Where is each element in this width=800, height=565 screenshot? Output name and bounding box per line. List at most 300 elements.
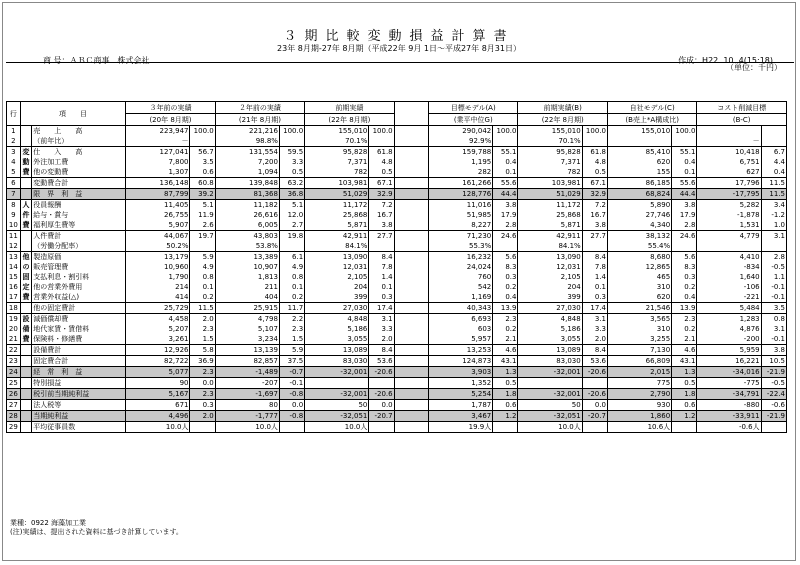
ratio-cell: 100.0 (190, 126, 215, 137)
row-number: 23 (7, 356, 21, 367)
amount-cell: 124,873 (429, 356, 493, 367)
ratio-cell: 8.4 (582, 252, 607, 263)
amount-cell: 542 (429, 282, 493, 292)
amount-cell: 10.0人 (518, 422, 582, 433)
amount-cell: 82,857 (215, 356, 279, 367)
category-label: 定 (20, 282, 31, 292)
ratio-cell: 32.9 (582, 189, 607, 200)
ratio-cell: 0.0 (190, 378, 215, 389)
amount-cell: 10,960 (126, 262, 190, 272)
ratio-cell: 1.5 (190, 334, 215, 345)
spacer-cell (394, 356, 428, 367)
amount-cell: -34,016 (697, 367, 761, 378)
spacer-cell (394, 147, 428, 158)
ratio-cell: 100.0 (279, 126, 304, 137)
ratio-cell: 6.1 (279, 252, 304, 263)
ratio-cell: 2.0 (190, 314, 215, 325)
row-number: 13 (7, 252, 21, 263)
ratio-cell: 0.3 (582, 292, 607, 303)
ratio-cell: 2.3 (279, 324, 304, 334)
row-number: 28 (7, 411, 21, 422)
item-label: （前年比） (32, 136, 126, 147)
amount-cell: 5,077 (126, 367, 190, 378)
amount-cell: -0.6人 (697, 422, 761, 433)
report-period: 23年 8月期-27年 8月期（平成22年 9月 1日～平成27年 8月31日） (277, 44, 521, 53)
amount-cell: 5,871 (518, 220, 582, 231)
amount-cell: -34,791 (697, 389, 761, 400)
amount-cell: 80 (215, 400, 279, 411)
ratio-cell: 55.1 (493, 147, 518, 158)
ratio-cell: -20.6 (582, 367, 607, 378)
amount-cell: 5,186 (305, 324, 369, 334)
amount-cell: 1,352 (429, 378, 493, 389)
ratio-cell: -0.5 (761, 262, 786, 272)
amount-cell: 2,105 (518, 272, 582, 282)
category-label: 人 (20, 200, 31, 211)
row-number: 21 (7, 334, 21, 345)
amount-cell: -221 (697, 292, 761, 303)
amount-cell: 17,796 (697, 178, 761, 189)
col-2yr-ago-sub: (21年 8月期) (215, 114, 304, 126)
col-cost-target: コスト削減目標 (697, 102, 787, 114)
amount-cell: 211 (215, 282, 279, 292)
ratio-cell: 0.6 (672, 400, 697, 411)
category-label: 費 (20, 292, 31, 303)
amount-cell: 214 (126, 282, 190, 292)
col-own-model: 自社モデル(C) (607, 102, 696, 114)
amount-cell: 11,016 (429, 200, 493, 211)
ratio-cell: 0.3 (190, 400, 215, 411)
amount-cell: -32,051 (305, 411, 369, 422)
ratio-cell: 0.5 (493, 378, 518, 389)
ratio-cell: 4.6 (493, 345, 518, 356)
table-row (7, 292, 787, 303)
amount-cell: 3,467 (429, 411, 493, 422)
row-number: 20 (7, 324, 21, 334)
amount-cell: 5,871 (305, 220, 369, 231)
header-row (7, 102, 787, 114)
ratio-cell: 67.1 (369, 178, 394, 189)
ratio-cell: 39.2 (190, 189, 215, 200)
ratio-cell: 0.3 (672, 272, 697, 282)
spacer-cell (394, 378, 428, 389)
calc-note: (注)実績は、提出された資料に基づき計算しています。 (10, 528, 183, 536)
col-prev-b-sub: (22年 8月期) (518, 114, 607, 126)
amount-cell: 2,105 (305, 272, 369, 282)
amount-cell: 5,282 (697, 200, 761, 211)
amount-cell: 12,031 (305, 262, 369, 272)
ratio-cell: 44.4 (493, 189, 518, 200)
item-label: 保険料・修繕費 (32, 334, 126, 345)
ratio-cell (369, 422, 394, 433)
ratio-cell: 0.0 (582, 400, 607, 411)
ratio-cell: 0.1 (369, 282, 394, 292)
spacer-cell (394, 411, 428, 422)
amount-cell: 1,531 (697, 220, 761, 231)
ratio-cell: 0.2 (190, 292, 215, 303)
table-row (7, 189, 787, 200)
ratio-cell: 3.1 (761, 231, 786, 242)
ratio-cell (279, 241, 304, 252)
ratio-cell: 3.3 (369, 324, 394, 334)
ratio-cell: -0.1 (279, 378, 304, 389)
ratio-cell: 1.5 (279, 334, 304, 345)
ratio-cell (190, 136, 215, 147)
table-row (7, 356, 787, 367)
amount-cell: 82,722 (126, 356, 190, 367)
ratio-cell: 3.8 (761, 345, 786, 356)
ratio-cell: 2.0 (190, 411, 215, 422)
amount-cell: 131,554 (215, 147, 279, 158)
ratio-cell: 36.8 (279, 189, 304, 200)
amount-cell: 43,803 (215, 231, 279, 242)
col-prev-b: 前期実績(B) (518, 102, 607, 114)
amount-cell: 136,148 (126, 178, 190, 189)
item-label: 固定費合計 (32, 356, 126, 367)
ratio-cell: 7.2 (369, 200, 394, 211)
amount-cell: 3,234 (215, 334, 279, 345)
category-label (20, 126, 31, 137)
ratio-cell (672, 241, 697, 252)
amount-cell: -1,878 (697, 210, 761, 220)
ratio-cell: 1.8 (493, 389, 518, 400)
spacer-cell (394, 200, 428, 211)
spacer-cell (394, 157, 428, 167)
table-row (7, 210, 787, 220)
ratio-cell: 17.4 (582, 303, 607, 314)
amount-cell (518, 378, 582, 389)
amount-cell: 5,107 (215, 324, 279, 334)
ratio-cell: 7.8 (582, 262, 607, 272)
table-row (7, 157, 787, 167)
amount-cell: 310 (607, 324, 671, 334)
ratio-cell: 0.8 (190, 272, 215, 282)
row-number: 8 (7, 200, 21, 211)
ratio-cell: 5.9 (279, 345, 304, 356)
amount-cell: 16,221 (697, 356, 761, 367)
table-row (7, 272, 787, 282)
ratio-cell: 4.4 (761, 157, 786, 167)
row-number: 14 (7, 262, 21, 272)
category-label (20, 303, 31, 314)
ratio-cell (493, 241, 518, 252)
amount-cell: 13,139 (215, 345, 279, 356)
ratio-cell: 0.2 (493, 282, 518, 292)
ratio-cell (279, 422, 304, 433)
amount-cell: 44,067 (126, 231, 190, 242)
ratio-cell: 1.3 (493, 367, 518, 378)
ratio-cell: 0.8 (279, 272, 304, 282)
ratio-cell (190, 422, 215, 433)
amount-cell: 71,230 (429, 231, 493, 242)
ratio-cell (761, 136, 786, 147)
table-row (7, 411, 787, 422)
amount-cell: 86,185 (607, 178, 671, 189)
amount-cell: 1,195 (429, 157, 493, 167)
table-row (7, 303, 787, 314)
spacer-cell (394, 136, 428, 147)
category-label: の (20, 262, 31, 272)
ratio-cell: 4.6 (672, 345, 697, 356)
amount-cell: -32,001 (518, 389, 582, 400)
amount-cell: 282 (429, 167, 493, 178)
amount-cell: 19.9人 (429, 422, 493, 433)
amount-cell: -1,777 (215, 411, 279, 422)
spacer-cell (394, 220, 428, 231)
amount-cell: 1,307 (126, 167, 190, 178)
spacer-cell (394, 272, 428, 282)
spacer-cell (394, 389, 428, 400)
ratio-cell: 2.0 (582, 334, 607, 345)
row-number: 1 (7, 126, 21, 137)
ratio-cell: 5.1 (279, 200, 304, 211)
ratio-cell: 0.1 (493, 167, 518, 178)
item-label: 変動費合計 (32, 178, 126, 189)
row-number: 6 (7, 178, 21, 189)
amount-cell: 414 (126, 292, 190, 303)
report-title: ３期比較変動損益計算書 (283, 29, 515, 44)
amount-cell: -880 (697, 400, 761, 411)
item-label: 給与・賞与 (32, 210, 126, 220)
amount-cell: 50 (518, 400, 582, 411)
table-row (7, 282, 787, 292)
amount-cell: 25,868 (518, 210, 582, 220)
amount-cell: 1,813 (215, 272, 279, 282)
amount-cell: 7,371 (518, 157, 582, 167)
amount-cell: 98.8% (215, 136, 279, 147)
row-number: 25 (7, 378, 21, 389)
item-label: 限 界 利 益 (32, 189, 126, 200)
amount-cell: 10,907 (215, 262, 279, 272)
row-number: 3 (7, 147, 21, 158)
ratio-cell: 7.8 (369, 262, 394, 272)
table-row (7, 389, 787, 400)
row-number: 11 (7, 231, 21, 242)
amount-cell: 26,755 (126, 210, 190, 220)
ratio-cell: 1.2 (672, 411, 697, 422)
amount-cell: 26,616 (215, 210, 279, 220)
amount-cell: 84.1% (518, 241, 582, 252)
ratio-cell: -20.6 (369, 389, 394, 400)
ratio-cell: 55.1 (672, 147, 697, 158)
item-label: 売 上 高 (32, 126, 126, 137)
category-label: 件 (20, 210, 31, 220)
amount-cell: 10.0人 (215, 422, 279, 433)
row-number: 12 (7, 241, 21, 252)
ratio-cell (369, 378, 394, 389)
amount-cell: 465 (607, 272, 671, 282)
ratio-cell: 11.5 (761, 189, 786, 200)
amount-cell: 6,751 (697, 157, 761, 167)
table-row (7, 314, 787, 325)
row-number: 26 (7, 389, 21, 400)
amount-cell: 42,911 (305, 231, 369, 242)
ratio-cell (672, 136, 697, 147)
table-row (7, 400, 787, 411)
amount-cell: 51,029 (305, 189, 369, 200)
row-number: 29 (7, 422, 21, 433)
amount-cell: 155,010 (518, 126, 582, 137)
ratio-cell: 2.3 (190, 324, 215, 334)
ratio-cell (493, 136, 518, 147)
ratio-cell: 0.3 (493, 272, 518, 282)
ratio-cell: 1.4 (582, 272, 607, 282)
amount-cell: -106 (697, 282, 761, 292)
ratio-cell: -22.4 (761, 389, 786, 400)
ratio-cell: 8.4 (369, 345, 394, 356)
income-statement-table (6, 101, 787, 433)
ratio-cell: -20.7 (582, 411, 607, 422)
amount-cell: 10,418 (697, 147, 761, 158)
amount-cell: 3,055 (518, 334, 582, 345)
amount-cell: 83,030 (305, 356, 369, 367)
amount-cell: 11,405 (126, 200, 190, 211)
ratio-cell: 5.9 (190, 252, 215, 263)
amount-cell: 92.9% (429, 136, 493, 147)
ratio-cell: 44.4 (672, 189, 697, 200)
category-label (20, 345, 31, 356)
item-label: 平均従事員数 (32, 422, 126, 433)
ratio-cell: 1.1 (761, 272, 786, 282)
ratio-cell: 5.1 (190, 200, 215, 211)
ratio-cell: 13.9 (672, 303, 697, 314)
amount-cell: 38,132 (607, 231, 671, 242)
ratio-cell: 5.8 (190, 345, 215, 356)
ratio-cell: 17.9 (672, 210, 697, 220)
category-label: 費 (20, 167, 31, 178)
table-row (7, 378, 787, 389)
ratio-cell: 1.2 (493, 411, 518, 422)
table-row (7, 241, 787, 252)
amount-cell: － (697, 136, 761, 147)
ratio-cell: 19.8 (279, 231, 304, 242)
spacer-cell (394, 334, 428, 345)
amount-cell: -1,489 (215, 367, 279, 378)
spacer-cell (394, 303, 428, 314)
amount-cell: 1,640 (697, 272, 761, 282)
amount-cell: -200 (697, 334, 761, 345)
amount-cell: 139,848 (215, 178, 279, 189)
ratio-cell: 0.4 (493, 292, 518, 303)
amount-cell (607, 136, 671, 147)
amount-cell: 4,779 (697, 231, 761, 242)
industry-note: 業種：0922 海藻加工業 (10, 519, 87, 527)
ratio-cell: 0.1 (279, 282, 304, 292)
col-prev-sub: (22年 8月期) (305, 114, 394, 126)
ratio-cell: -0.8 (279, 389, 304, 400)
category-label (20, 178, 31, 189)
ratio-cell: 13.9 (493, 303, 518, 314)
ratio-cell: 27.7 (369, 231, 394, 242)
ratio-cell: 0.4 (672, 292, 697, 303)
ratio-cell: 17.4 (369, 303, 394, 314)
spacer-cell (394, 126, 428, 137)
item-label: 税引前当期純利益 (32, 389, 126, 400)
row-number: 18 (7, 303, 21, 314)
ratio-cell: 0.2 (493, 324, 518, 334)
ratio-cell: 27.7 (582, 231, 607, 242)
ratio-cell: 4.9 (279, 262, 304, 272)
amount-cell: 6,005 (215, 220, 279, 231)
item-label: 支払利息・割引料 (32, 272, 126, 282)
item-label: 仕 入 高 (32, 147, 126, 158)
ratio-cell: 60.8 (190, 178, 215, 189)
table-row (7, 345, 787, 356)
ratio-cell (190, 241, 215, 252)
amount-cell: -17,795 (697, 189, 761, 200)
ratio-cell: 67.1 (582, 178, 607, 189)
category-label (20, 231, 31, 242)
row-number: 9 (7, 210, 21, 220)
ratio-cell: 2.8 (672, 220, 697, 231)
amount-cell: 70.1% (518, 136, 582, 147)
ratio-cell: 24.6 (493, 231, 518, 242)
amount-cell: 204 (305, 282, 369, 292)
amount-cell: 5,167 (126, 389, 190, 400)
amount-cell: 25,729 (126, 303, 190, 314)
amount-cell: -32,001 (305, 389, 369, 400)
item-label: 他の固定費計 (32, 303, 126, 314)
ratio-cell: 19.7 (190, 231, 215, 242)
item-label: 製造原価 (32, 252, 126, 263)
amount-cell: -32,051 (518, 411, 582, 422)
amount-cell: 399 (305, 292, 369, 303)
amount-cell: 55.4% (607, 241, 671, 252)
amount-cell: 627 (697, 167, 761, 178)
spacer-cell (394, 422, 428, 433)
amount-cell: 2,790 (607, 389, 671, 400)
amount-cell: 83,030 (518, 356, 582, 367)
spacer-cell (394, 262, 428, 272)
ratio-cell: 2.2 (279, 314, 304, 325)
table-row (7, 422, 787, 433)
amount-cell: 399 (518, 292, 582, 303)
ratio-cell: -0.1 (761, 292, 786, 303)
ratio-cell: -0.1 (761, 282, 786, 292)
amount-cell: 3,055 (305, 334, 369, 345)
amount-cell: 4,458 (126, 314, 190, 325)
ratio-cell: 59.5 (279, 147, 304, 158)
spacer-cell (394, 189, 428, 200)
amount-cell: 404 (215, 292, 279, 303)
amount-cell: 95,828 (518, 147, 582, 158)
amount-cell: 68,824 (607, 189, 671, 200)
ratio-cell: 0.6 (493, 400, 518, 411)
table-row (7, 220, 787, 231)
ratio-cell: 5.6 (672, 252, 697, 263)
amount-cell (697, 241, 761, 252)
ratio-cell: -0.7 (279, 367, 304, 378)
category-label (20, 189, 31, 200)
item-label: 人件費計 (32, 231, 126, 242)
amount-cell: 5,890 (607, 200, 671, 211)
category-label: 変 (20, 147, 31, 158)
item-label: 販売管理費 (32, 262, 126, 272)
amount-cell: 10.0人 (305, 422, 369, 433)
ratio-cell: 100.0 (493, 126, 518, 137)
table-row (7, 147, 787, 158)
amount-cell: 103,981 (305, 178, 369, 189)
amount-cell: 5,959 (697, 345, 761, 356)
amount-cell: 155,010 (607, 126, 671, 137)
amount-cell: 6,693 (429, 314, 493, 325)
amount-cell: 11,182 (215, 200, 279, 211)
col-3yr-ago-sub: (20年 8月期) (126, 114, 215, 126)
ratio-cell: 3.3 (582, 324, 607, 334)
amount-cell: 4,848 (305, 314, 369, 325)
ratio-cell: 0.4 (493, 157, 518, 167)
ratio-cell: 0.2 (672, 282, 697, 292)
